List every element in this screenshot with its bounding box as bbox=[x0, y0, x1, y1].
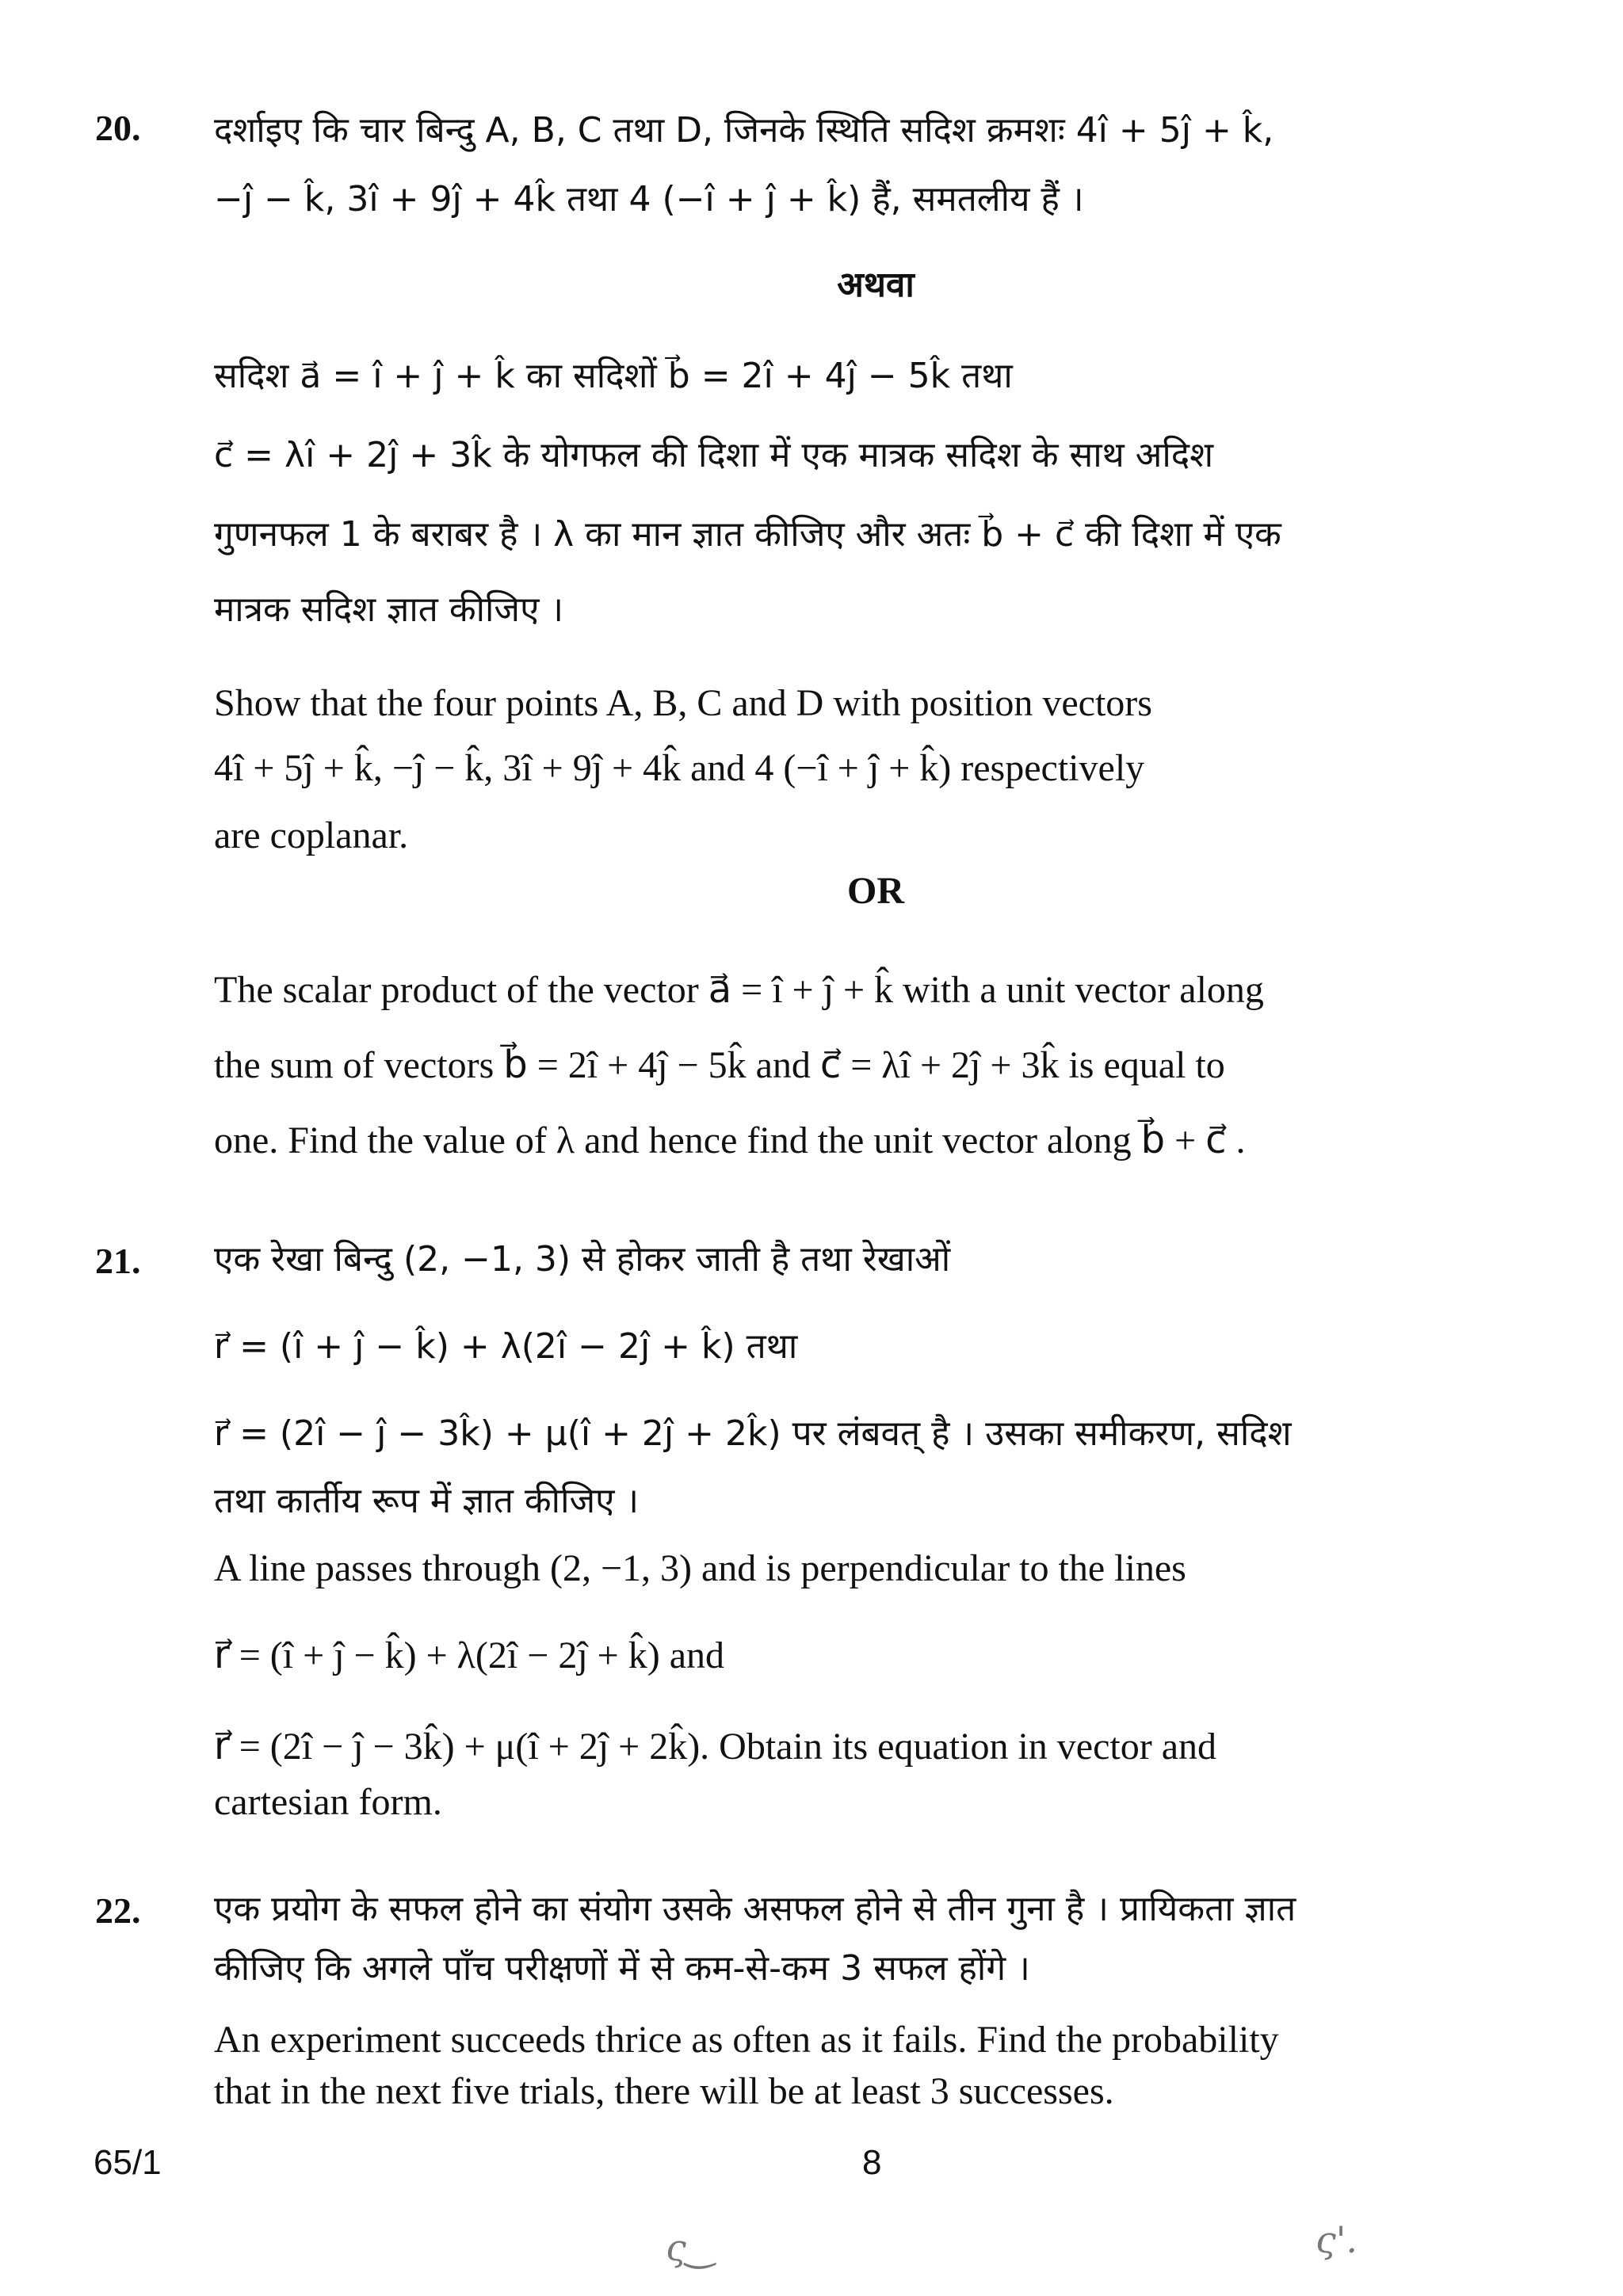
q22-hindi-line-2: कीजिए कि अगले पाँच परीक्षणों में से कम-से-कम 3 सफल होंगे । bbox=[214, 1948, 1030, 1989]
q21-hindi-line-2: r⃗ = (î + ĵ − k̂) + λ(2î − 2ĵ + k̂) तथा bbox=[214, 1326, 798, 1367]
q21-english-line-2: r⃗ = (î + ĵ − k̂) + λ(2î − 2ĵ + k̂) and bbox=[214, 1634, 725, 1676]
q20-english-or-line-3: one. Find the value of λ and hence find the unit vector along b⃗ + c⃗ . bbox=[214, 1119, 1246, 1161]
q21-english-line-1: A line passes through (2, −1, 3) and is perpendicular to the lines bbox=[214, 1547, 1186, 1589]
q20-hindi-line-1: दर्शाइए कि चार बिन्दु A, B, C तथा D, जिनके स्थिति सदिश क्रमशः 4î + 5ĵ + k̂, bbox=[214, 110, 1274, 151]
pencil-mark: ς'. bbox=[1316, 2218, 1358, 2261]
question-number-21: 21. bbox=[95, 1241, 141, 1281]
q22-english-line-1: An experiment succeeds thrice as often as it fails. Find the probability bbox=[214, 2019, 1279, 2061]
q20-english-line-3: are coplanar. bbox=[214, 814, 409, 856]
q21-english-line-3: r⃗ = (2î − ĵ − 3k̂) + μ(î + 2ĵ + 2k̂). Obtain its equation in vector and bbox=[214, 1726, 1217, 1768]
q20-hindi-line-2: −ĵ − k̂, 3î + 9ĵ + 4k̂ तथा 4 (−î + ĵ + k̂) हैं, समतलीय हैं । bbox=[214, 179, 1084, 219]
q20-hindi-or-line-3: गुणनफल 1 के बराबर है । λ का मान ज्ञात कीजिए और अतः b⃗ + c⃗ की दिशा में एक bbox=[214, 514, 1281, 555]
q20-hindi-or: अथवा bbox=[837, 265, 915, 305]
question-number-22: 22. bbox=[95, 1890, 141, 1931]
q21-hindi-line-4: तथा कार्तीय रूप में ज्ञात कीजिए । bbox=[214, 1481, 640, 1521]
q21-english-line-4: cartesian form. bbox=[214, 1781, 442, 1823]
q22-hindi-line-1: एक प्रयोग के सफल होने का संयोग उसके असफल होने से तीन गुना है । प्रायिकता ज्ञात bbox=[214, 1889, 1296, 1929]
q21-hindi-line-3: r⃗ = (2î − ĵ − 3k̂) + μ(î + 2ĵ + 2k̂) पर लंबवत् है । उसका समीकरण, सदिश bbox=[214, 1413, 1292, 1454]
q20-english-line-1: Show that the four points A, B, C and D with position vectors bbox=[214, 682, 1152, 724]
q20-english-line-2: 4î + 5ĵ + k̂, −ĵ − k̂, 3î + 9ĵ + 4k̂ and 4 (−î + ĵ + k̂) respectively bbox=[214, 747, 1145, 789]
paper-code: 65/1 bbox=[94, 2143, 162, 2182]
q22-english-line-2: that in the next five trials, there will be at least 3 successes. bbox=[214, 2070, 1114, 2112]
page-number: 8 bbox=[862, 2143, 882, 2182]
question-number-20: 20. bbox=[95, 108, 141, 148]
q20-english-or-line-2: the sum of vectors b⃗ = 2î + 4ĵ − 5k̂ and c⃗ = λî + 2ĵ + 3k̂ is equal to bbox=[214, 1044, 1225, 1086]
q20-hindi-or-line-2: c⃗ = λî + 2ĵ + 3k̂ के योगफल की दिशा में एक मात्रक सदिश के साथ अदिश bbox=[214, 435, 1214, 475]
q20-english-or-line-1: The scalar product of the vector a⃗ = î + ĵ + k̂ with a unit vector along bbox=[214, 969, 1264, 1011]
q20-hindi-or-line-1: सदिश a⃗ = î + ĵ + k̂ का सदिशों b⃗ = 2î + 4ĵ − 5k̂ तथा bbox=[214, 356, 1013, 396]
q20-english-or: OR bbox=[847, 870, 904, 912]
q20-hindi-or-line-4: मात्रक सदिश ज्ञात कीजिए । bbox=[214, 589, 564, 630]
q21-hindi-line-1: एक रेखा बिन्दु (2, −1, 3) से होकर जाती है तथा रेखाओं bbox=[214, 1239, 951, 1280]
pencil-mark: ς‿ bbox=[666, 2226, 716, 2269]
